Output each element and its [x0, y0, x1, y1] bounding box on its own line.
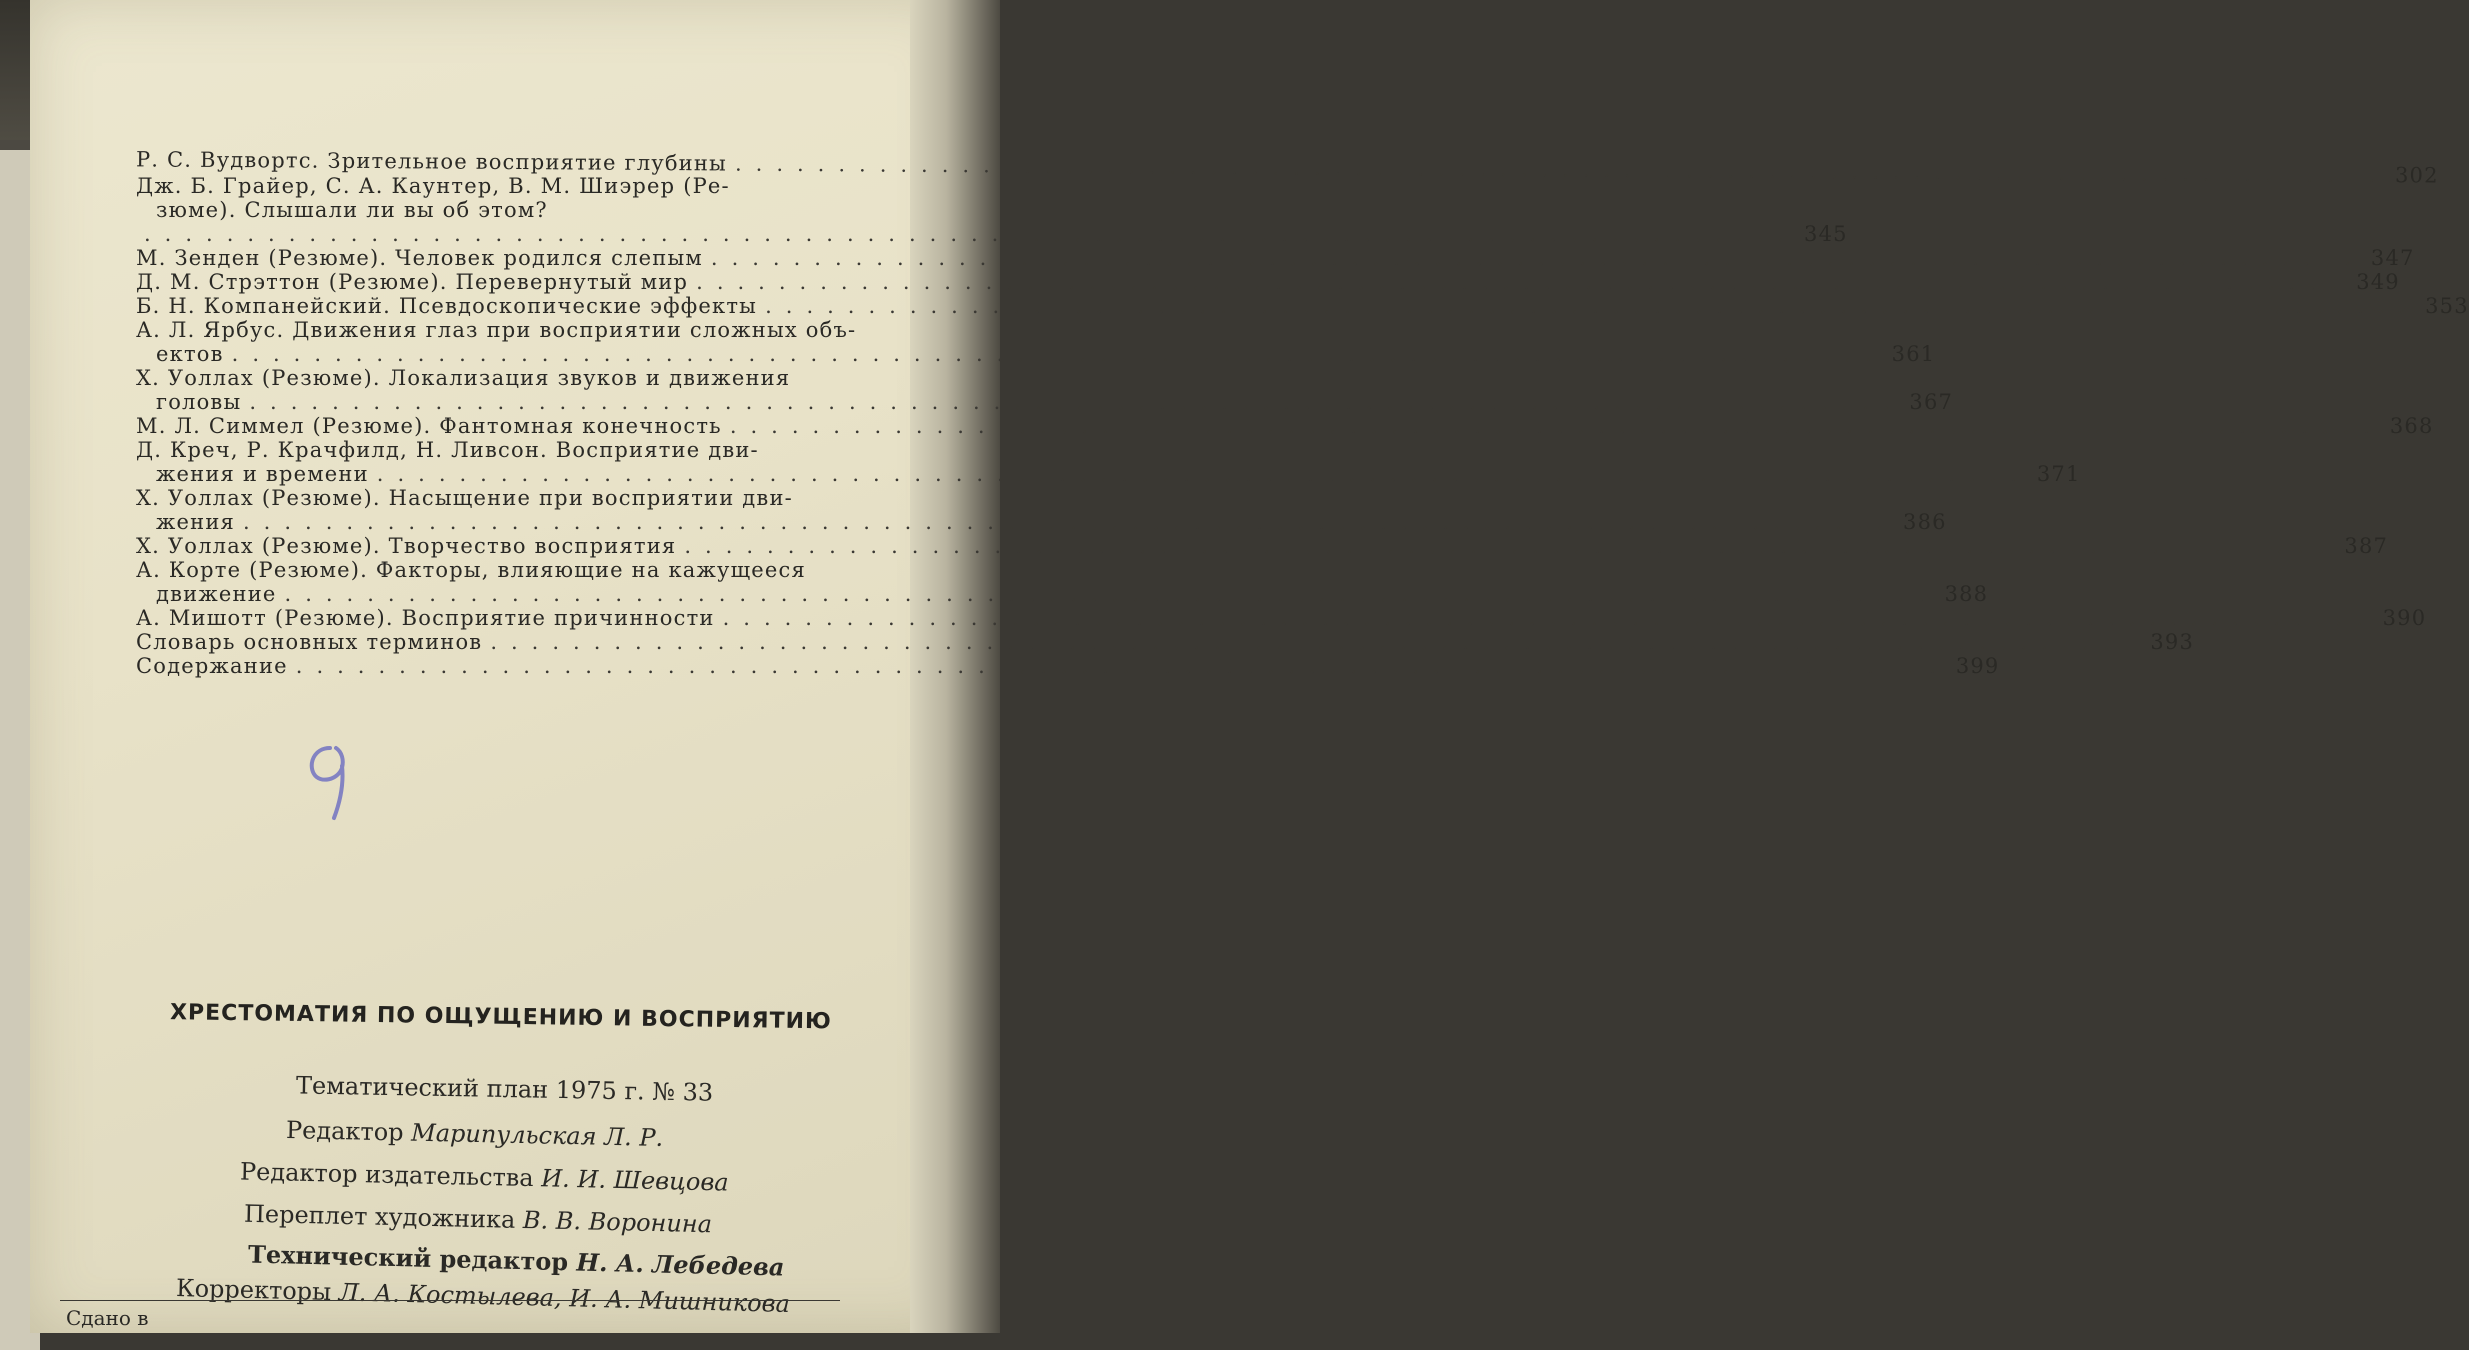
toc-entry-text: головы: [156, 390, 242, 414]
toc-page-number: 390: [2382, 606, 2427, 630]
toc-entry: [136, 318, 1936, 366]
imprint-cover-name: В. В. Воронина: [522, 1206, 713, 1239]
toc-entry-text: А. Корте (Резюме). Факторы, влияющие на кажущееся: [136, 558, 806, 582]
toc-entry-text: Х. Уоллах (Резюме). Насыщение при восприятии дви-: [136, 486, 793, 510]
toc-entry: Дж. Б. Грайер, С. А. Каунтер, В. М. Шиэрер (Ре- зюме). Слышали ли вы об этом? ................................................................................ 345: [136, 174, 1848, 246]
toc-page-number: 393: [2150, 630, 2195, 654]
imprint-proof-names: Л. А. Костылева, И. А. Мишникова: [338, 1278, 791, 1319]
toc-entry-text: Д. Креч, Р. Крачфилд, Н. Ливсон. Восприятие дви-: [136, 438, 759, 462]
toc-page-number: 399: [1955, 654, 2000, 678]
toc-leader-dots: ................................................................................: [249, 390, 1904, 414]
toc-entry-text: Словарь основных терминов: [136, 630, 483, 654]
toc-page-number: 361: [1891, 342, 1936, 366]
toc-entry: [136, 486, 1947, 534]
toc-entry-text: Р. С. Вудвортс. Зрительное восприятие глубины: [135, 147, 728, 176]
imprint-tech-name: Н. А. Лебедева: [576, 1247, 785, 1282]
toc-page-number: 368: [2389, 414, 2434, 438]
toc-entry-text: зюме). Слышали ли вы об этом?: [156, 198, 548, 222]
toc-page-number: 371: [2036, 462, 2081, 486]
toc-leader-dots: ................................................................................: [684, 534, 2339, 558]
imprint-editor-name: Марипульская Л. Р.: [410, 1118, 664, 1152]
toc-entry: [136, 414, 2434, 438]
imprint-plan: Тематический план 1975 г. № 33: [295, 1071, 714, 1107]
toc-entry-text: движение: [156, 582, 277, 606]
toc-entry-text: ектов: [156, 342, 224, 366]
toc-leader-dots: ................................................................................: [765, 294, 2420, 318]
imprint-tech-label: Технический редактор: [247, 1239, 569, 1277]
toc-page-number: 388: [1944, 582, 1989, 606]
toc-leader-dots: ................................................................................: [490, 630, 2145, 654]
imprint-cover-label: Переплет художника: [243, 1199, 516, 1234]
imprint-pub-editor-name: И. И. Шевцова: [540, 1164, 729, 1197]
toc-entry: [136, 294, 2469, 318]
toc-entry: [136, 558, 1989, 606]
toc-page-number: 345: [1804, 222, 1848, 246]
toc-entry-text: жения: [156, 510, 235, 534]
toc-entry-text: Б. Н. Компанейский. Псевдоскопические эффекты: [136, 294, 758, 318]
table-of-contents: [135, 147, 2469, 678]
imprint-pub-editor-label: Редактор издательства: [239, 1157, 534, 1193]
toc-page-number: 367: [1909, 390, 1954, 414]
toc-entry: [136, 366, 1954, 414]
toc-entry-text: Х. Уоллах (Резюме). Творчество восприятия: [136, 534, 677, 558]
toc-leader-dots: ................................................................................: [284, 582, 1939, 606]
toc-entry-text: М. Зенден (Резюме). Человек родился слепым: [136, 246, 703, 270]
toc-entry: [136, 534, 2389, 558]
toc-entry-text: Дж. Б. Грайер, С. А. Каунтер, В. М. Шиэрер (Ре-: [136, 174, 730, 198]
toc-entry-text: А. Л. Ярбус. Движения глаз при восприятии сложных объ-: [136, 318, 857, 342]
toc-leader-dots: ................................................................................: [734, 151, 2390, 188]
toc-leader-dots: ................................................................................: [376, 462, 2031, 486]
divider-line: [60, 1300, 840, 1301]
toc-entry-text: М. Л. Симмел (Резюме). Фантомная конечность: [136, 414, 722, 438]
bleed-through-text: [396, 681, 925, 959]
toc-leader-dots: ................................................................................: [729, 414, 2384, 438]
toc-page-number: 387: [2344, 534, 2389, 558]
toc-entry: [136, 606, 2427, 630]
toc-entry: [136, 630, 2195, 654]
toc-leader-dots: ................................................................................: [696, 270, 2351, 294]
toc-entry-text: Х. Уоллах (Резюме). Локализация звуков и движения: [136, 366, 791, 390]
toc-leader-dots: ................................................................................: [295, 654, 1950, 678]
toc-entry: [136, 438, 2081, 486]
toc-entry-text: А. Мишотт (Резюме). Восприятие причинности: [136, 606, 715, 630]
book-title-heading: ХРЕСТОМАТИЯ ПО ОЩУЩЕНИЮ И ВОСПРИЯТИЮ: [169, 1000, 832, 1035]
toc-entry: [136, 654, 2000, 678]
toc-leader-dots: ................................................................................: [722, 606, 2377, 630]
toc-entry-text: Д. М. Стрэттон (Резюме). Перевернутый мир: [136, 270, 689, 294]
imprint-editor-label: Редактор: [285, 1116, 404, 1147]
stamp-mark: [300, 740, 360, 830]
toc-page-number: 349: [2356, 270, 2400, 294]
imprint-proof-label: Корректоры: [175, 1273, 332, 1307]
toc-page-number: 353: [2425, 294, 2469, 318]
toc-entry: [136, 270, 2400, 294]
toc-leader-dots: ................................................................................: [710, 246, 2365, 270]
toc-page-number: 347: [2370, 246, 2415, 270]
toc-leader-dots: ................................................................................: [243, 510, 1898, 534]
toc-page-number: 386: [1903, 510, 1947, 534]
toc-leader-dots: ................................................................................: [231, 342, 1886, 366]
imprint-bottom-line: Сдано в: [66, 1306, 149, 1330]
toc-entry-text: Содержание: [136, 654, 288, 678]
toc-page-number: 302: [2394, 163, 2439, 188]
toc-entry: [136, 246, 2415, 270]
toc-entry-text: жения и времени: [156, 462, 369, 486]
